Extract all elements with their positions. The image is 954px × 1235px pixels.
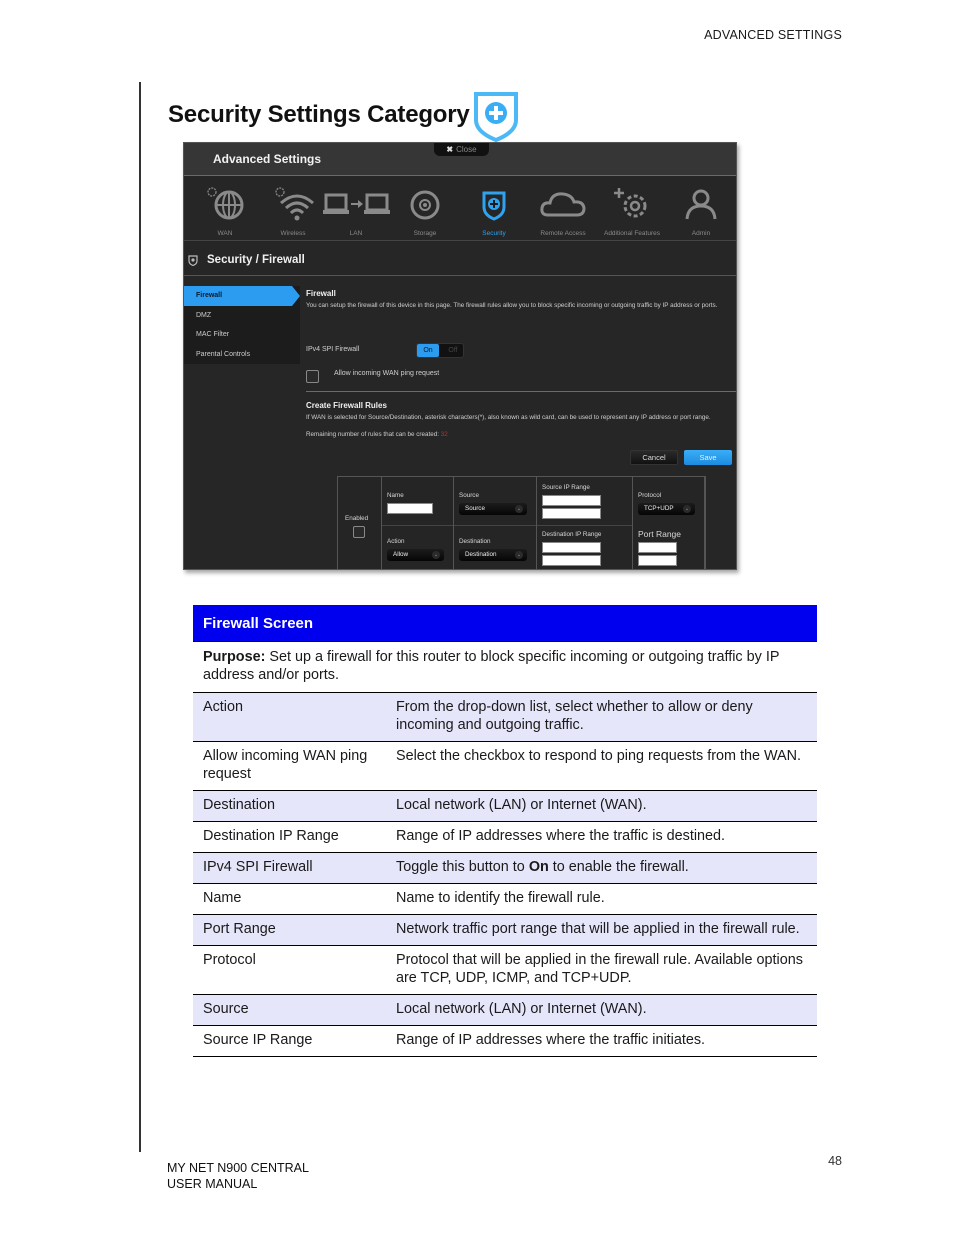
close-button[interactable]	[434, 143, 489, 156]
page-number: 48	[828, 1154, 842, 1168]
description: Select the checkbox to respond to ping requests from the WAN.	[396, 748, 802, 764]
nav-item-wan[interactable]	[191, 177, 259, 241]
protocol-label: Protocol	[638, 492, 662, 499]
protocol-value: TCP+UDP	[644, 505, 674, 512]
nav-label: Wireless	[280, 230, 306, 237]
chevron-down-icon: ⌄	[433, 552, 439, 558]
description: Local network (LAN) or Internet (WAN).	[396, 1001, 647, 1017]
cancel-button[interactable]: Cancel	[630, 450, 678, 465]
advanced-settings-header	[184, 143, 736, 176]
term: Protocol	[203, 952, 256, 968]
spi-firewall-row	[306, 343, 506, 359]
shield-icon	[476, 185, 512, 221]
nav-item-storage[interactable]	[391, 177, 459, 241]
table-row	[193, 742, 817, 791]
term: Allow incoming WAN ping request	[203, 748, 368, 782]
side-item-mac-filter[interactable]: MAC Filter	[196, 331, 230, 338]
protocol-port-column	[633, 477, 705, 570]
table-row	[193, 791, 817, 822]
nav-item-remote-access[interactable]	[529, 177, 597, 241]
term: IPv4 SPI Firewall	[203, 859, 313, 875]
term: Source IP Range	[203, 1032, 313, 1048]
table-row	[193, 884, 817, 915]
toggle-on: On	[417, 344, 439, 357]
source-ip-label: Source IP Range	[542, 484, 590, 491]
section-bar	[184, 243, 737, 276]
destination-label: Destination	[459, 538, 491, 545]
enabled-checkbox[interactable]	[353, 526, 365, 538]
grid-divider	[537, 525, 632, 526]
purpose-text: Set up a firewall for this router to block specific incoming or outgoing traffic by IP address and/or ports.	[203, 649, 780, 683]
firewall-description: You can setup the firewall of this device in this page. The firewall rules allow you to block specific incoming or outgoing traffic by IP address or ports.	[306, 302, 718, 309]
table-row	[193, 915, 817, 946]
source-destination-column	[454, 477, 537, 570]
chevron-down-icon: ⌄	[684, 506, 690, 512]
close-label: Close	[456, 145, 477, 154]
side-item-dmz[interactable]: DMZ	[196, 311, 212, 319]
wan-ping-label: Allow incoming WAN ping request	[334, 370, 440, 377]
source-ip-start-input[interactable]	[542, 495, 601, 506]
term: Destination	[203, 797, 275, 813]
purpose-row	[193, 642, 817, 693]
spi-firewall-toggle[interactable]	[416, 343, 464, 358]
nav-item-security[interactable]	[460, 177, 528, 241]
shield-small-icon	[188, 255, 198, 266]
section-title: Security / Firewall	[207, 254, 305, 266]
term: Destination IP Range	[203, 828, 339, 844]
description: Range of IP addresses where the traffic initiates.	[396, 1032, 706, 1048]
nav-item-wireless[interactable]	[259, 177, 327, 241]
create-rules-section	[306, 401, 734, 438]
wifi-icon	[271, 185, 315, 221]
port-end-input[interactable]	[638, 555, 677, 566]
destination-value: Destination	[465, 551, 497, 558]
category-nav	[184, 177, 737, 241]
header-title: Advanced Settings	[213, 152, 322, 166]
source-select[interactable]	[459, 503, 527, 515]
nav-label: Security	[482, 230, 506, 237]
wan-ping-row	[306, 368, 606, 384]
term: Source	[203, 1001, 249, 1017]
action-value: Allow	[393, 551, 409, 558]
wan-ping-checkbox[interactable]	[306, 370, 319, 383]
nav-label: Additional Features	[603, 230, 660, 237]
create-rules-description: If WAN is selected for Source/Destination, asterisk characters(*), also known as wild card, can be used to represent any IP address or port range.	[306, 414, 711, 421]
desc-pre: Toggle this button to	[396, 859, 529, 875]
remaining-label: Remaining number of rules that can be created:	[306, 430, 440, 438]
user-icon	[683, 185, 719, 221]
table-row	[193, 693, 817, 742]
title-row	[168, 88, 520, 142]
footer-product	[167, 1161, 309, 1192]
remaining-rules	[306, 431, 734, 438]
destination-ip-label: Destination IP Range	[542, 531, 602, 538]
term: Name	[203, 890, 242, 906]
port-range-label: Port Range	[638, 529, 681, 539]
spi-firewall-label: IPv4 SPI Firewall	[306, 346, 360, 353]
grid-divider	[454, 525, 536, 526]
description: Name to identify the firewall rule.	[396, 890, 605, 906]
margin-rule	[139, 82, 141, 1152]
source-ip-end-input[interactable]	[542, 508, 601, 519]
destination-ip-start-input[interactable]	[542, 542, 601, 553]
enabled-label: Enabled	[345, 515, 369, 522]
nav-label: Admin	[691, 230, 711, 237]
nav-item-lan[interactable]	[322, 177, 390, 241]
running-head: ADVANCED SETTINGS	[704, 28, 842, 42]
destination-ip-end-input[interactable]	[542, 555, 601, 566]
destination-select[interactable]	[459, 549, 527, 561]
table-row	[193, 946, 817, 995]
nav-item-admin[interactable]	[667, 177, 735, 241]
table-row	[193, 995, 817, 1026]
footer-line-2: USER MANUAL	[167, 1176, 258, 1191]
cloud-icon	[538, 185, 588, 221]
side-item-firewall[interactable]: Firewall	[184, 286, 292, 306]
disc-icon	[407, 185, 443, 221]
table-header: Firewall Screen	[193, 605, 817, 642]
enabled-column	[338, 477, 382, 570]
gear-plus-icon	[612, 185, 652, 221]
chevron-down-icon: ⌄	[516, 552, 522, 558]
footer-line-1: MY NET N900 CENTRAL	[167, 1161, 309, 1175]
description: Local network (LAN) or Internet (WAN).	[396, 797, 647, 813]
table-row	[193, 853, 817, 884]
firewall-screen-table	[193, 605, 817, 1057]
form-buttons	[624, 450, 734, 466]
source-label: Source	[459, 492, 479, 499]
remaining-count: 32	[440, 430, 448, 438]
source-value: Source	[465, 505, 485, 512]
divider	[306, 391, 736, 392]
toggle-off: Off	[448, 347, 458, 354]
side-menu	[184, 286, 300, 364]
port-start-input[interactable]	[638, 542, 677, 553]
description: Range of IP addresses where the traffic is destined.	[396, 828, 726, 844]
create-rules-heading: Create Firewall Rules	[306, 401, 387, 410]
action-label: Action	[387, 538, 405, 545]
name-action-column	[382, 477, 454, 570]
shield-plus-icon	[472, 88, 520, 142]
term: Port Range	[203, 921, 276, 937]
description: Network traffic port range that will be applied in the firewall rule.	[396, 921, 800, 937]
side-item-parental-controls[interactable]: Parental Controls	[196, 350, 251, 358]
protocol-select[interactable]	[638, 503, 695, 515]
term: Action	[203, 699, 243, 715]
action-select[interactable]	[387, 549, 444, 561]
rule-form	[337, 476, 706, 570]
chevron-down-icon: ⌄	[516, 506, 522, 512]
ip-range-column	[537, 477, 633, 570]
laptop-transfer-icon	[322, 185, 390, 221]
page-title: Security Settings Category	[168, 101, 470, 128]
nav-label: Remote Access	[540, 230, 586, 237]
table-row	[193, 1026, 817, 1057]
firewall-content	[306, 289, 734, 462]
nav-item-additional-features[interactable]	[598, 177, 666, 241]
name-label: Name	[387, 492, 404, 499]
nav-label: WAN	[217, 230, 233, 237]
nav-label: LAN	[349, 230, 363, 237]
firewall-heading: Firewall	[306, 289, 336, 298]
globe-icon	[203, 185, 247, 221]
name-input[interactable]	[387, 503, 433, 514]
desc-post: to enable the firewall.	[548, 859, 689, 875]
table-row	[193, 822, 817, 853]
close-icon: ✖	[446, 145, 454, 154]
description	[386, 853, 817, 883]
desc-bold: On	[528, 859, 549, 875]
grid-divider	[382, 525, 453, 526]
router-screenshot	[183, 142, 737, 570]
save-button[interactable]: Save	[684, 450, 732, 465]
purpose-label: Purpose:	[203, 649, 266, 665]
description: Protocol that will be applied in the firewall rule. Available options are TCP, UDP, ICMP, and TCP+UDP.	[396, 952, 803, 986]
description: From the drop-down list, select whether to allow or deny incoming and outgoing traffic.	[396, 699, 753, 733]
nav-label: Storage	[413, 230, 437, 237]
